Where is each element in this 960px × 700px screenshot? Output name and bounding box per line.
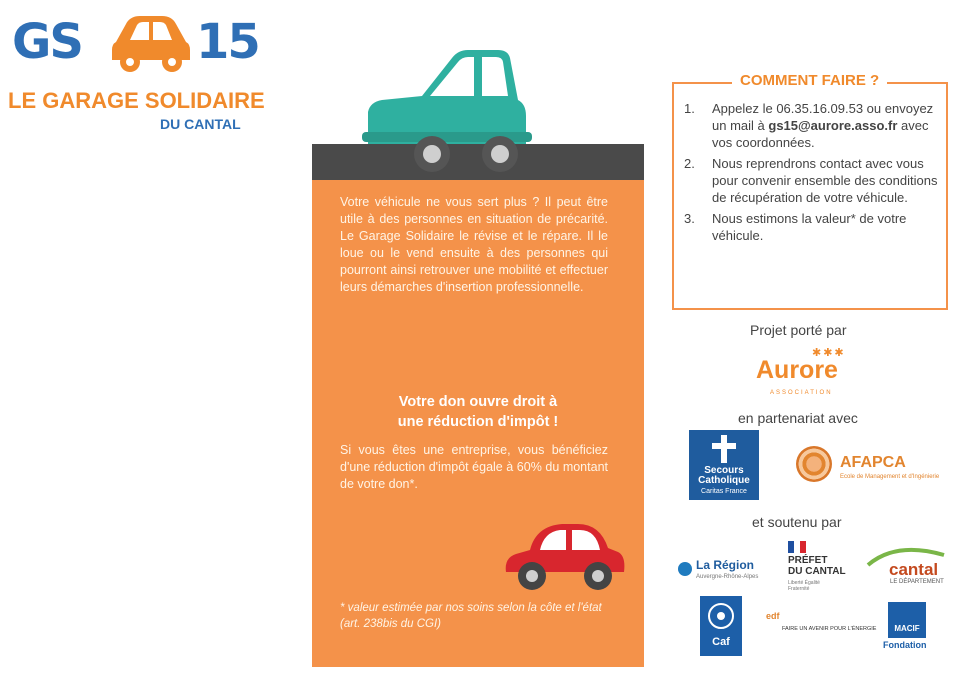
step-number: 1. [684,101,695,116]
how-to-title: COMMENT FAIRE ? [732,72,887,89]
secours-catholique-logo [689,430,759,500]
region-logo: La Région [696,558,755,572]
step-number: 3. [684,211,695,226]
how-to-step [684,155,940,206]
partnership-caption: en partenariat avec [738,410,858,426]
cross-icon [712,435,736,463]
aurore-logo-subtitle: ASSOCIATION [770,390,833,396]
secours-subtitle: Caritas France [701,488,747,495]
logo-number-15: 15 [196,14,259,70]
macif-label: MACIF [894,624,920,633]
how-to-box [672,72,948,310]
car-icon [110,12,192,76]
how-to-step [684,210,940,244]
edf-logo: edf [766,611,780,621]
step-text: Nous estimons la valeur* de votre véhicule. [712,211,907,243]
caf-emblem-icon [707,602,735,630]
tax-paragraph: Si vous êtes une entreprise, vous bénéficiez d'une réduction d'impôt égale à 60% du montant de votre don*. [340,443,608,491]
tax-heading-line1: Votre don ouvre droit à [398,394,558,410]
step-number: 2. [684,156,695,171]
step-text: Nous reprendrons contact avec vous pour convenir ensemble des conditions de récupération de votre véhicule. [712,156,938,205]
fondation-label: Fondation [883,640,927,650]
edf-subtitle: FAIRE UN AVENIR POUR L'ÉNERGIE [782,626,877,632]
secours-name: Secours Catholique [698,465,750,486]
prefet-subtitle: Liberté Égalité Fraternité [788,580,820,592]
how-to-steps [684,100,940,248]
road-illustration [312,40,644,180]
aurore-logo: Aurore [756,356,838,384]
logo [8,8,270,138]
afapca-subtitle: Ecole de Management et d'Ingénierie [840,474,940,480]
afapca-logo: AFAPCA [840,454,906,471]
afapca-swirl-icon [796,446,832,482]
project-caption: Projet porté par [750,322,847,338]
french-flag-icon [788,541,806,553]
tax-heading-line2: une réduction d'impôt ! [397,414,559,430]
logo-letters-gs: GS [12,14,82,70]
prefet-logo: PRÉFET DU CANTAL [788,555,846,577]
logo-title: LE GARAGE SOLIDAIRE [8,88,265,113]
caf-label: Caf [712,636,730,648]
region-subtitle: Auvergne-Rhône-Alpes [696,574,759,580]
stars-icon: ✱✱✱ [812,347,846,359]
how-to-step [684,100,940,151]
tax-heading [340,392,616,432]
macif-logo [888,602,926,638]
footnote: * valeur estimée par nos soins selon la côte et l'état (art. 238bis du CGI) [340,602,602,630]
red-car-icon [500,518,630,594]
intro-paragraph: Votre véhicule ne vous sert plus ? Il peut être utile à des personnes en situation de précarité. Le Garage Solidaire le révise et le répare. Il le loue ou le vend ensuite à des personnes qui pourront ainsi retrouver une mobilité et effectuer leurs démarches d'insertion professionnelle. [340,195,608,294]
support-caption: et soutenu par [752,514,842,530]
logo-subtitle: DU CANTAL [160,116,241,132]
info-panel [312,180,644,667]
contact-email[interactable]: gs15@aurore.asso.fr [768,118,898,133]
region-icon [678,562,692,576]
caf-logo [700,596,742,656]
cantal-logo: cantal [889,560,939,579]
step-text: Appelez le 06.35.16.09.53 ou envoyez un mail à gs15@aurore.asso.fr avec vos coordonnées. [712,101,934,150]
cantal-subtitle: LE DÉPARTEMENT [890,579,944,585]
